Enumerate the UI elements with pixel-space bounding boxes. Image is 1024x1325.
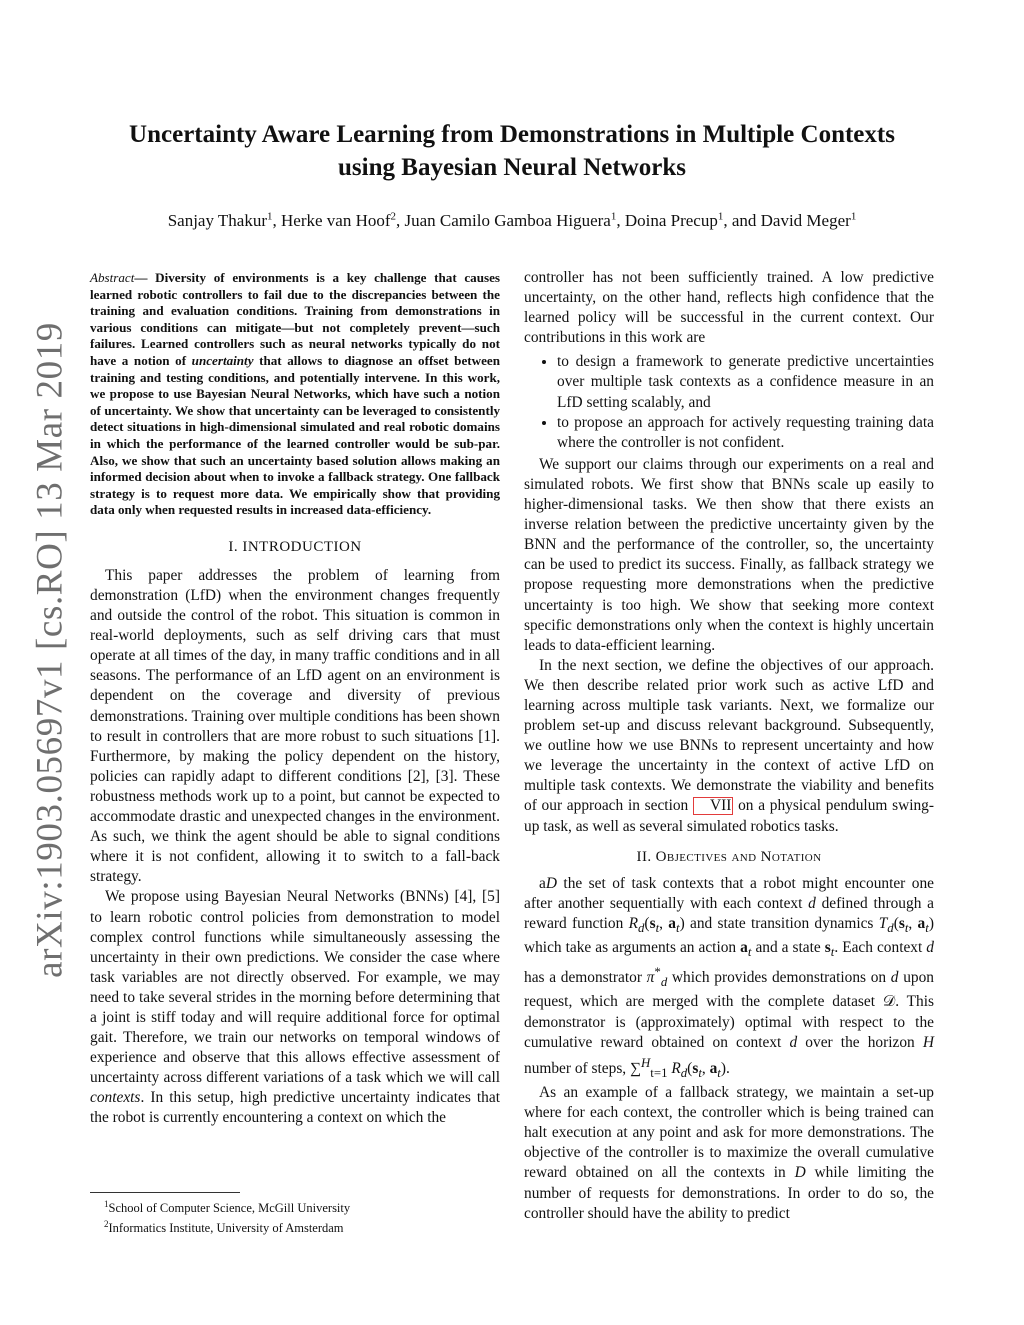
author: Sanjay Thakur$^1$, [167,210,281,230]
right-paragraph-3: In the next section, we define the objectives of our approach. We then describe related prior work such as active LfD and learning across multiple task variants. Next, we formalize our problem set-up and discuss relevant background. Subsequently, we outline how we use BNNs to represent uncertainty and how we leverage the uncertainty in the context of active LfD on multiple task contexts. We demonstrate the viability and benefits of our approach in section VII on a physical pendulum swing-up task, as well as several simulated robotics tasks. [524,656,934,835]
right-paragraph-2: We support our claims through our experiments on a real and simulated robots. We first show that BNNs scale up easily to higher-dimensional tasks. We then show that there exists an inverse relation between the predictive uncertainty given by the BNN and the performance of the controller, so, the uncertainty can be used to predict its success. Finally, as fallback strategy we propose requesting more demonstrations when the predictive uncertainty is too high. We show that seeking more context specific demonstrations only when the context is highly uncertain leads to data-efficient learning. [524,455,934,654]
footnotes [104,1196,350,1236]
objectives-paragraph-1: aD the set of task contexts that a robot might encounter one after another sequentially with each context d defined through a reward function $R_d(s_t$, $a_t$) and state transition dynamics $T_d(s_t$, $a_t$) which take as arguments an action $a_t$ and a state $s_t$. Each context d has a demonstrator $\pi^*_d$ which provides demonstrations on d upon request, which are merged with the complete dataset 𝒟. This demonstrator is (approximately) optimal with respect to the cumulative reward obtained on context d over the horizon H number of steps, ∑$^H_{t=1}$ $R_d(s_t$, $a_t$). [524,874,934,1080]
section-heading-introduction: I. INTRODUCTION [228,538,362,555]
author: Doina Precup$^1$, and [624,210,761,230]
objectives-paragraph-2: As an example of a fallback strategy, we maintain a set-up where for each context, the controller which is being trained can halt execution at any point and ask for more demonstrations. The objective of the controller is to maximize the overall cumulative reward obtained on all the contexts in D while limiting the number of requests for demonstrations. In order to do so, the controller should have the ability to predict [524,1084,934,1222]
right-column [524,268,934,1224]
author: David Meger$^1$ [760,210,857,230]
abstract-label: Abstract [90,270,135,285]
left-column [90,270,500,1129]
section-link-vii[interactable]: VII [693,797,733,815]
arxiv-id: arXiv:1903.05697v1 [cs.RO] 13 Mar 2019 [29,322,71,978]
abstract: Abstract— Diversity of environments is a key challenge that causes learned robotic controllers to fail due to the discrepancies between the training and evaluation conditions. Training from demonstrations in various conditions can mitigate—but not completely prevent—such failures. Learned controllers such as neural networks typically do not have a notion of uncertainty that allows to diagnose an offset between training and testing conditions, and potentially intervene. In this work, we propose to use Bayesian Neural Networks, which have such a notion of uncertainty. We show that uncertainty can be leveraged to consistently detect situations in high-dimensional simulated and real robotic domains in which the performance of the learned controller would be sub-par. Also, we show that such an uncertainty based solution allows making an informed decision about when to invoke a fallback strategy. One fallback strategy is to request more data. We empirically show that providing data only when requested results in increased data-efficiency. [90,270,500,518]
author: Herke van Hoof$^2$, [281,210,405,230]
footnote: $^1$School of Computer Science, McGill University [104,1199,351,1216]
contribution-list [524,352,934,452]
section-heading-objectives: II. Objectives and Notation [636,848,822,865]
author: Juan Camilo Gamboa Higuera$^1$, [404,210,625,230]
intro-paragraph-1: This paper addresses the problem of learning from demonstration (LfD) when the environment changes frequently and outside the control of the robot. This situation is common in real-world deployments, such as self driving cars that must operate at all times of the day, in many traffic conditions and in all seasons. The performance of an LfD agent on an environment is dependent on the coverage and diversity of previous demonstrations. Training over multiple conditions has been shown to result in controllers that are more robust to such situations [1]. Furthermore, by making the policy dependent on the history, policies can rapidly adapt to different conditions [2], [3]. These robustness methods work up to a point, but cannot be expected to accommodate drastic and unexpected changes in the environment. As such, we think the agent should be able to signal conditions where it is not confident, allowing it to switch to a fall-back strategy. [90,566,500,886]
paper-title [60,118,964,184]
list-item: • to propose an approach for actively requesting training data where the controller is not confident. [557,413,934,453]
footnote: $^2$Informatics Institute, University of Amsterdam [104,1219,344,1236]
title-line-1: Uncertainty Aware Learning from Demonstrations in Multiple Contexts [129,121,895,148]
author-list [60,210,964,231]
footnote-divider [90,1192,240,1193]
list-item: • to design a framework to generate predictive uncertainties over multiple task contexts as a confidence measure in an LfD setting scalably, and [557,352,934,412]
right-paragraph-1: controller has not been sufficiently trained. A low predictive uncertainty, on the other hand, reflects high confidence that the learned policy will be successful in the current context. Our contributions in this work are [524,269,934,347]
intro-paragraph-2: We propose using Bayesian Neural Networks (BNNs) [4], [5] to learn robotic control policies from demonstration to model complex control functions while simultaneously assessing the uncertainty in their own predictions. We consider the case where task variables are not directly observed. For example, we may need to take several strides in the morning before determining that a joint is stiff today and will require additional force for optimal gait. Therefore, we train our networks on temporal windows of experience and observe that this allows effective assessment of uncertainty across different variations of a task which we will call contexts. In this setup, high predictive uncertainty indicates that the robot is currently encountering a context on which the [90,888,500,1127]
title-line-2: using Bayesian Neural Networks [338,154,686,181]
